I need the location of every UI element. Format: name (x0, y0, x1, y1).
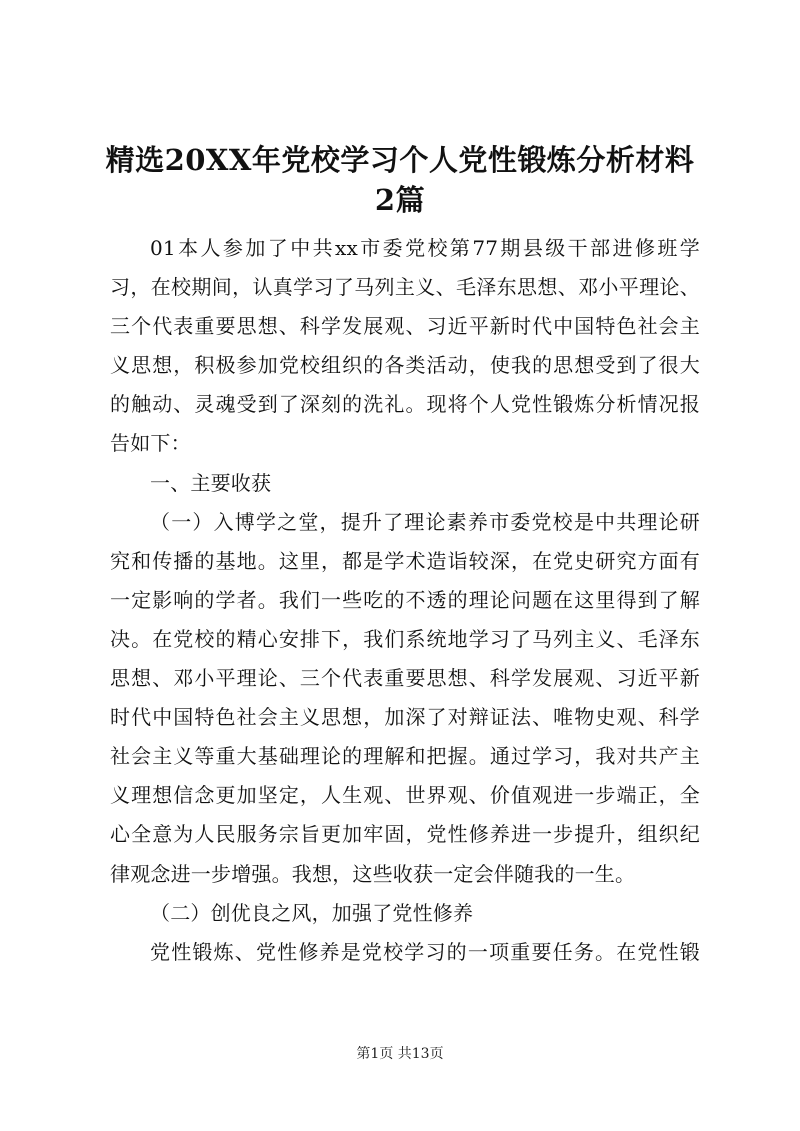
document-body (110, 229, 700, 972)
body-line: 告如下： (110, 431, 191, 456)
body-line: 究和传播的基地。这里，都是学术造诣较深，在党史研究方面有 (110, 548, 700, 573)
body-line: 思想、邓小平理论、三个代表重要思想、科学发展观、习近平新 (110, 666, 700, 691)
title-line-1: 精选20XX年党校学习个人党性锻炼分析材料 (105, 143, 695, 177)
body-line: 三个代表重要思想、科学发展观、习近平新时代中国特色社会主 (110, 314, 700, 339)
document-title (100, 140, 700, 220)
body-line: 义思想，积极参加党校组织的各类活动，使我的思想受到了很大 (110, 353, 700, 378)
title-line-2: 2篇 (374, 183, 426, 217)
body-line: 党性锻炼、党性修养是党校学习的一项重要任务。在党性锻 (150, 939, 700, 964)
body-line: 的触动、灵魂受到了深刻的洗礼。现将个人党性锻炼分析情况报 (110, 392, 700, 417)
body-line: 01本人参加了中共xx市委党校第77期县级干部进修班学 (150, 236, 700, 260)
section-heading: 一、主要收获 (150, 470, 272, 495)
body-line: 律观念进一步增强。我想，这些收获一定会伴随我的一生。 (110, 861, 636, 886)
subsection-heading: （二）创优良之风，加强了党性修养 (150, 900, 474, 925)
body-line: 一定影响的学者。我们一些吃的不透的理论问题在这里得到了解 (110, 587, 700, 612)
body-line: 时代中国特色社会主义思想，加深了对辩证法、唯物史观、科学 (110, 705, 700, 730)
page-footer: 第1页 共13页 (356, 1046, 444, 1062)
body-line: 义理想信念更加坚定，人生观、世界观、价值观进一步端正，全 (110, 783, 700, 808)
body-line: 心全意为人民服务宗旨更加牢固，党性修养进一步提升，组织纪 (110, 822, 700, 847)
body-line: 决。在党校的精心安排下，我们系统地学习了马列主义、毛泽东 (110, 626, 700, 651)
body-line: 社会主义等重大基础理论的理解和把握。通过学习，我对共产主 (110, 744, 700, 769)
body-line: 习，在校期间，认真学习了马列主义、毛泽东思想、邓小平理论、 (110, 275, 700, 300)
body-line: （一）入博学之堂，提升了理论素养市委党校是中共理论研 (150, 509, 700, 534)
